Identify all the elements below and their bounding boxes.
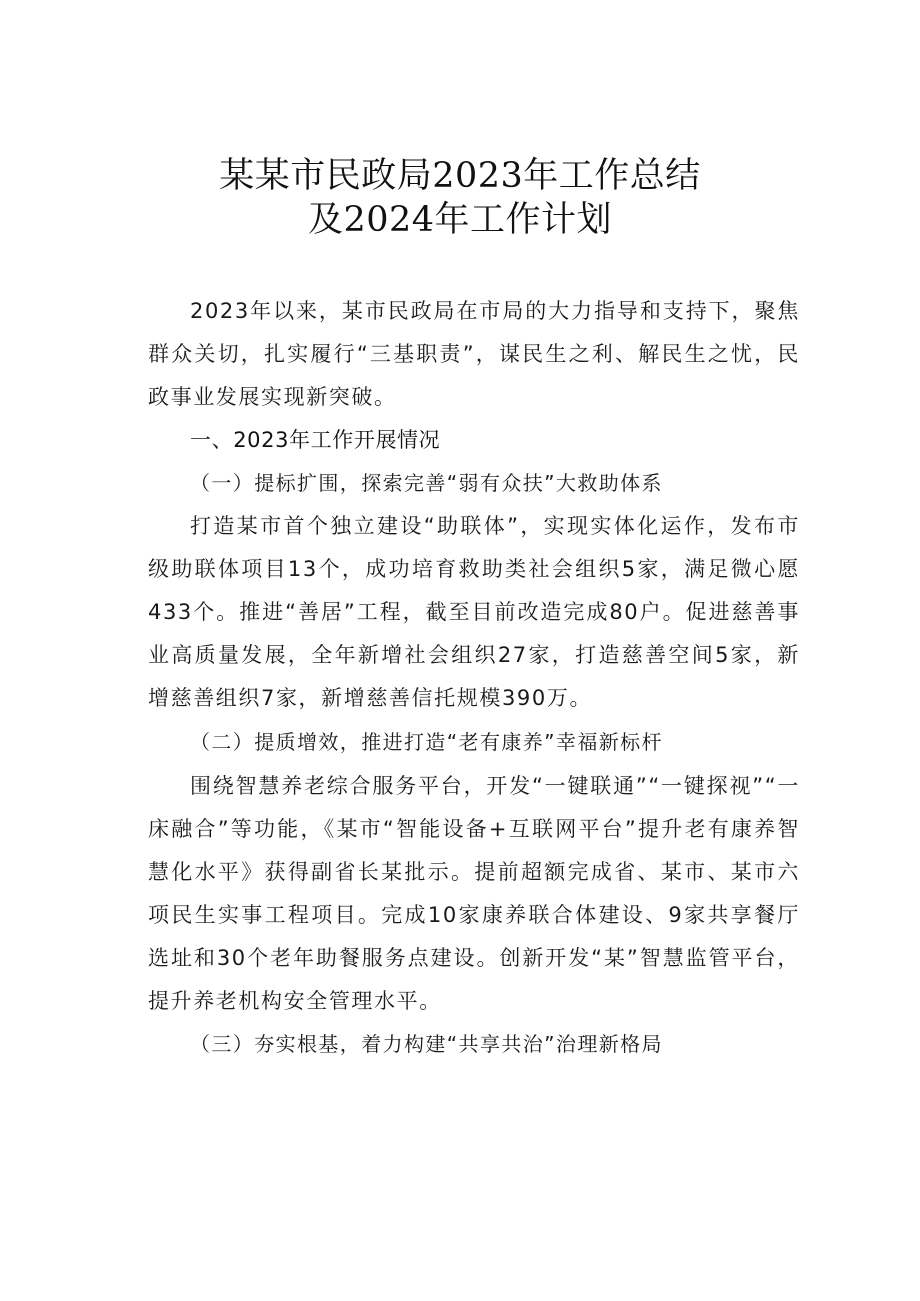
intro-paragraph: 2023年以来，某市民政局在市局的大力指导和支持下，聚焦群众关切，扎实履行“三基职责”，谋民生之利、解民生之忧，民政事业发展实现新突破。 <box>148 299 800 409</box>
section-1-heading: 一、2023年工作开展情况 <box>190 428 441 452</box>
subsection-2-heading: （二）提质增效，推进打造“老有康养”幸福新标杆 <box>190 730 663 754</box>
subsection-1-paragraph: 打造某市首个独立建设“助联体”，实现实体化运作，发布市级助联体项目13个，成功培育救助类社会组织5家，满足微心愿433个。推进“善居”工程，截至目前改造完成80户。促进慈善事业高质量发展，全年新增社会组织27家，打造慈善空间5家，新增慈善组织7家，新增慈善信托规模390万。 <box>148 514 800 710</box>
document-title-line-2: 及2024年工作计划 <box>307 200 613 240</box>
subsection-2-paragraph: 围绕智慧养老综合服务平台，开发“一键联通”“一键探视”“一床融合”等功能，《某市“智能设备+互联网平台”提升老有康养智慧化水平》获得副省长某批示。提前超额完成省、某市、某市六项民生实事工程项目。完成10家康养联合体建设、9家共享餐厅选址和30个老年助餐服务点建设。创新开发“某”智慧监管平台，提升养老机构安全管理水平。 <box>148 774 800 1013</box>
document-title-line-1: 某某市民政局2023年工作总结 <box>219 156 701 196</box>
subsection-1-heading: （一）提标扩围，探索完善“弱有众扶”大救助体系 <box>190 471 663 495</box>
subsection-3-heading: （三）夯实根基，着力构建“共享共治”治理新格局 <box>190 1032 663 1056</box>
